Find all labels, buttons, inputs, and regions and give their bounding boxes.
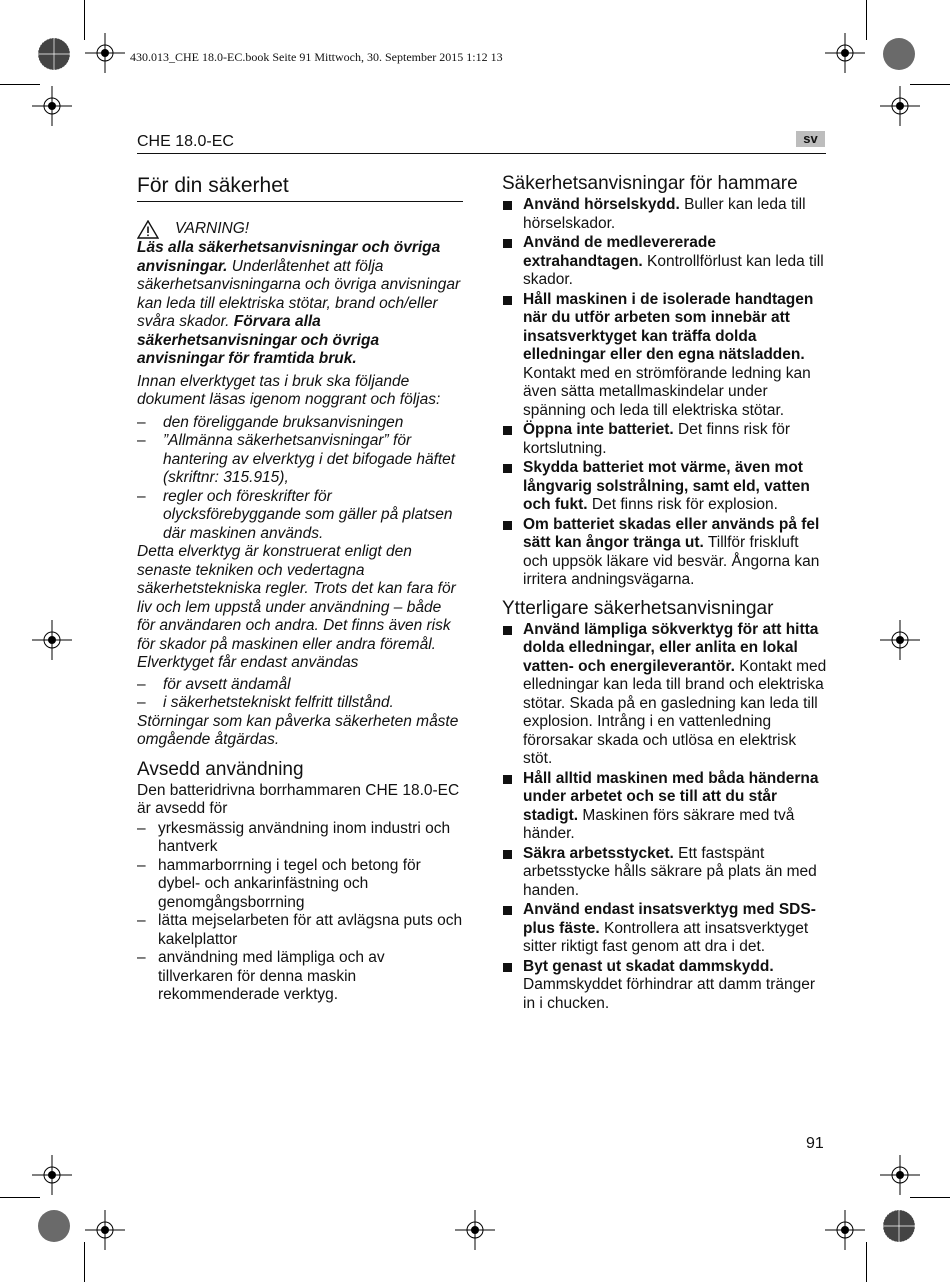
warning-label: VARNING! (175, 220, 250, 238)
right-column (502, 170, 827, 1014)
section-title-hammer-safety: Säkerhetsanvisningar för hammare (502, 173, 798, 194)
list-item: – användning med lämpliga och av tillverkaren för denna maskin rekommenderade verktyg. (137, 949, 463, 1005)
additional-safety-list (502, 621, 827, 1014)
warning-lead: Läs alla säkerhetsanvisningar och övriga anvisningar. (137, 239, 441, 275)
list-item: Skydda batteriet mot värme, även mot långvarig solstrålning, samt eld, vatten och fukt. Det finns risk för explosion. (502, 459, 827, 515)
read-documents-paragraph: Innan elverktyget tas i bruk ska följande dokument läsas igenom noggrant och följas: (137, 372, 441, 408)
section-title-additional-safety: Ytterligare säkerhetsanvisningar (502, 597, 774, 619)
language-badge: sv (796, 131, 825, 147)
gray-disc-target-icon (36, 1208, 72, 1244)
faults-paragraph: Störningar som kan påverka säkerheten måste omgående åtgärdas. (137, 712, 459, 748)
section-title-intended-use: Avsedd användning (137, 758, 304, 780)
color-star-target-icon (881, 1208, 917, 1244)
crop-mark (0, 84, 40, 85)
list-item: – för avsett ändamål (137, 676, 463, 695)
registration-target-icon (825, 33, 865, 73)
list-item: Använd hörselskydd. Buller kan leda till hörselskador. (502, 196, 827, 233)
list-item: – lätta mejselarbeten för att avlägsna puts och kakelplattor (137, 912, 463, 949)
registration-target-icon (32, 86, 72, 126)
intended-use-list (137, 820, 463, 1005)
registration-target-icon (32, 1155, 72, 1195)
left-column (137, 170, 463, 1005)
registration-target-icon (32, 620, 72, 660)
registration-target-icon (455, 1210, 495, 1250)
list-item: Om batteriet skadas eller används på fel sätt kan ångor tränga ut. Tillför friskluft och uppsök läkare vid besvär. Ångorna kan irritera andningsvägarna. (502, 516, 827, 590)
registration-target-icon (880, 1155, 920, 1195)
list-item: – den föreliggande bruksanvisningen (137, 414, 463, 433)
list-item: Öppna inte batteriet. Det finns risk för kortslutning. (502, 421, 827, 458)
warning-paragraph (137, 239, 463, 369)
warning-triangle-icon (137, 220, 159, 239)
crop-mark (866, 1242, 867, 1282)
crop-mark (0, 1197, 40, 1198)
color-star-target-icon (36, 36, 72, 72)
registration-target-icon (85, 1210, 125, 1250)
registration-target-icon (880, 86, 920, 126)
list-item: Använd de medlevererade extrahandtagen. Kontrollförlust kan leda till skador. (502, 234, 827, 290)
warning-text: Underlåtenhet att följa säkerhetsanvisningarna och övriga anvisningar kan leda till elektriska stötar, brand och/eller svåra skador. (137, 257, 461, 330)
list-item: – i säkerhetstekniskt felfritt tillstånd. (137, 694, 463, 713)
use-conditions-list (137, 676, 463, 713)
section-title-safety: För din säkerhet (137, 172, 463, 202)
gray-disc-target-icon (881, 36, 917, 72)
registration-target-icon (85, 33, 125, 73)
crop-mark (910, 1197, 950, 1198)
header-rule (137, 153, 826, 154)
list-item: Håll alltid maskinen med båda händerna under arbetet och se till att du står stadigt. Maskinen förs säkrare med två händer. (502, 770, 827, 844)
list-item: – regler och föreskrifter för olycksförebyggande som gäller på platsen där maskinen används. (137, 488, 463, 544)
running-head: CHE 18.0-EC (137, 133, 234, 150)
page-number: 91 (806, 1135, 824, 1152)
crop-mark (866, 0, 867, 40)
print-file-header: 430.013_CHE 18.0-EC.book Seite 91 Mittwoch, 30. September 2015 1:12 13 (130, 50, 503, 64)
list-item: Håll maskinen i de isolerade handtagen när du utför arbeten som innebär att insatsverktyget kan träffa dolda elledningar eller den egna nätsladden. Kontakt med en strömförande ledning kan även sätta metallmaskindelar under spänning och leda till elektriska stötar. (502, 291, 827, 421)
intended-use-intro: Den batteridrivna borrhammaren CHE 18.0-EC är avsedd för (137, 781, 460, 817)
hammer-safety-list (502, 196, 827, 590)
registration-target-icon (880, 620, 920, 660)
list-item: Säkra arbetsstycket. Ett fastspänt arbetsstycke hålls säkrare på plats än med handen. (502, 845, 827, 901)
list-item: Använd lämpliga sökverktyg för att hitta dolda elledningar, eller anlita en lokal vatten- och energileverantör. Kontakt med elledningar kan leda till brand och elektriska stötar. Skada på en gasledning kan leda till explosion. Intrång i en vattenledning förorsakar skada och utlösa en elektrisk stöt. (502, 621, 827, 769)
documents-list (137, 414, 463, 544)
registration-target-icon (825, 1210, 865, 1250)
warning-keep: Förvara alla säkerhetsanvisningar och övriga anvisningar för framtida bruk. (137, 313, 380, 367)
list-item: – yrkesmässig användning inom industri och hantverk (137, 820, 463, 857)
crop-mark (910, 84, 950, 85)
list-item: Använd endast insatsverktyg med SDS-plus fäste. Kontrollera att insatsverktyget sitter riktigt fast genom att dra i det. (502, 901, 827, 957)
construction-paragraph: Detta elverktyg är konstruerat enligt den senaste tekniken och vedertagna säkerhetstekniska regler. Trots det kan fara för liv och lem uppstå under användning – både för användaren och andra. Det finns även risk för skador på maskinen eller andra föremål. Elverktyget får endast användas (137, 543, 456, 671)
list-item: – hammarborrning i tegel och betong för dybel- och ankarinfästning och genomgångsborrning (137, 857, 463, 913)
list-item: – ”Allmänna säkerhetsanvisningar” för hantering av elverktyg i det bifogade häftet (skriftnr: 315.915), (137, 432, 463, 488)
warning-line (137, 220, 463, 239)
list-item: Byt genast ut skadat dammskydd. Dammskyddet förhindrar att damm tränger in i chucken. (502, 958, 827, 1014)
